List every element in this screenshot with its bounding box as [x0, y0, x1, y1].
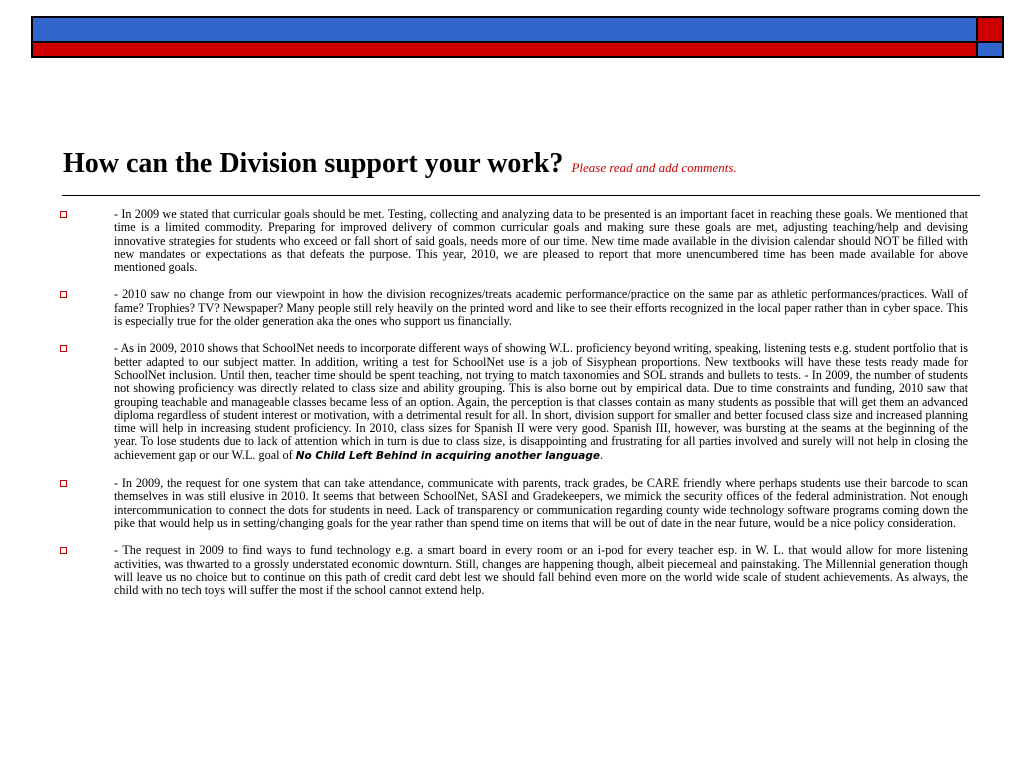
top-banner-blue-bar [31, 16, 978, 43]
bullet-item-4 [58, 477, 968, 530]
square-bullet-icon [60, 211, 67, 218]
square-bullet-icon [60, 547, 67, 554]
top-banner-blue-square [978, 43, 1004, 58]
bullet-list [58, 208, 968, 611]
bullet-item-2 [58, 288, 968, 328]
bullet-text: - As in 2009, 2010 shows that SchoolNet needs to incorporate different ways of showing W.L. proficiency beyond writing, speaking, listening tests e.g. student portfolio that is better adapted to our subject matter. In addition, writing a test for SchoolNet use is a job of Sisyphean proportions. New textbooks will have these tests ready made for SchoolNet inclusion. Until then, teacher time should be spent teaching, not trying to match taxonomies and SOL strands and bullets to tests. - In 2009, the number of students not showing proficiency was directly related to class size and ability grouping. This is also borne out by empirical data. Due to time constraints and funding, 2010 saw that grouping teachable and manageable classes became less of an option. Again, the perception is that classes contain as many students as possible that will get them an advanced diploma regardless of student interest or motivation, with a detrimental result for all. In short, division support for smaller and better focused class size and increased planning time will help in increasing student proficiency. In 2010, class sizes for Spanish II were very good. Spanish III, however, was bursting at the seams at the beginning of the year. To lose students due to lack of attention which in turn is due to class size, is disappointing and frustrating for all parties involved and surely will not help in closing the achievement gap or our W.L. goal of [114, 341, 968, 462]
bullet-item-5 [58, 544, 968, 597]
slide-title-text: How can the Division support your work? [63, 148, 564, 179]
square-bullet-icon [60, 345, 67, 352]
slide-subtitle: Please read and add comments. [571, 160, 737, 175]
bullet-text: - In 2009, the request for one system that can take attendance, communicate with parents, track grades, be CARE friendly where perhaps students use their barcode to scan themselves in was still elusive in 2010. It seems that between SchoolNet, SASI and Gradekeepers, we mimick the security offices of the federal administration. Not enough intercommunication to connect the dots for students in need. Lack of transparency or communication regarding county wide technology software programs coming down the pike that would help us in setting/changing goals for the year rather than spend time on items that will be out of date in the near future, would be a nice policy consideration. [114, 476, 968, 530]
square-bullet-icon [60, 480, 67, 487]
bullet-tail-text: . [600, 447, 604, 462]
top-banner-red-square [978, 16, 1004, 43]
slide-title [63, 148, 737, 180]
square-bullet-icon [60, 291, 67, 298]
bullet-emphasis-text: No Child Left Behind in acquiring another language [295, 449, 601, 462]
title-divider [62, 195, 980, 196]
bullet-item-3 [58, 342, 968, 463]
bullet-text: - The request in 2009 to find ways to fund technology e.g. a smart board in every room or an i-pod for every teacher esp. in W. L. that would allow for more listening activities, was thwarted to a grossly understated economic downturn. Still, changes are happening though, albeit piecemeal and painstaking. The Millennial generation though will leave us no choice but to continue on this path of credit card debt lest we should fall behind even more on the world wide scale of student achievements. As always, the child with no tech toys will suffer the most if the school cannot extend help. [114, 543, 968, 598]
bullet-item-1 [58, 208, 968, 274]
bullet-text: - 2010 saw no change from our viewpoint in how the division recognizes/treats academic performance/practice on the same par as athletic performances/practices. Wall of fame? Trophies? TV? Newspaper? Many people still rely heavily on the printed word and like to see their efforts recognized in the local paper rather than in cyber space. This is especially true for the older generation aka the ones who support us financially. [114, 287, 968, 329]
bullet-text: - In 2009 we stated that curricular goals should be met. Testing, collecting and analyzing data to be presented is an important facet in reaching these goals. We mentioned that time is a limited commodity. Preparing for improved delivery of common curricular goals and making sure these goals are met, adjusting teaching/help and devising innovative strategies for students who exceed or fall short of said goals, needs more of our time. New time made available in the division calendar should NOT be filled with new mandates or expectations as that defeats the purpose. This year, 2010, we are pleased to report that more unencumbered time has been made available for above mentioned goals. [114, 207, 968, 275]
top-banner-red-bar [31, 43, 978, 58]
